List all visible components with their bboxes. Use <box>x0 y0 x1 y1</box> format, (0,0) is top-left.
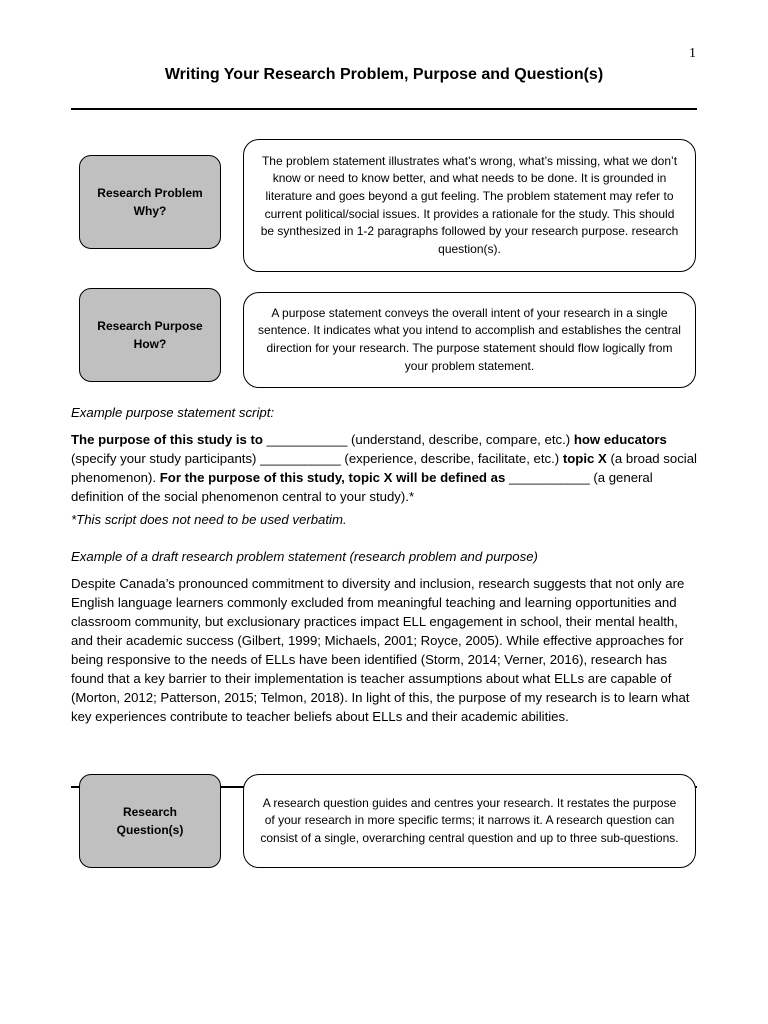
research-question-description-box <box>243 774 696 868</box>
script-part-5: topic X <box>562 451 607 466</box>
research-purpose-how: How? <box>133 337 167 351</box>
research-problem-label: Research Problem <box>97 186 203 200</box>
research-purpose-label-box <box>79 288 221 382</box>
script-part-8: ___________ (a general definition of the social phenomenon central to your study).* <box>71 470 653 504</box>
research-purpose-description-box <box>243 292 696 388</box>
research-question-label: Research <box>122 805 178 819</box>
document-title: Writing Your Research Problem, Purpose and Question(s) <box>164 66 604 83</box>
research-purpose-label: Research Purpose <box>97 319 203 333</box>
script-part-4: (specify your study participants) ___________ (experience, describe, facilitate, etc.) <box>71 451 563 466</box>
page-number: 1 <box>689 46 696 61</box>
script-part-3: how educators <box>573 432 667 447</box>
research-question-description: A research question guides and centres your research. It restates the purpose of your research in more specific terms; it narrows it. A research question can consist of a single, overarching central question and up to three sub-questions. <box>260 795 679 845</box>
research-problem-why: Why? <box>133 204 167 218</box>
research-purpose-description: A purpose statement conveys the overall intent of your research in a single sentence. It indicates what you intend to accomplish and establishes the central direction for your research. The purpose statement should flow logically from your problem statement. <box>258 305 681 373</box>
research-problem-label-box <box>79 155 221 249</box>
script-part-2: ___________ (understand, describe, compare, etc.) <box>262 432 574 447</box>
research-problem-description-box <box>243 139 696 272</box>
research-problem-description: The problem statement illustrates what’s wrong, what’s missing, what we don’t know or need to know better, and what needs to be done. It is grounded in literature and goes beyond a gut feeling. The problem statement may refer to current political/social issues. It provides a rationale for the study. This should be synthesized in 1-2 paragraphs followed by your research purpose. research question(s). <box>260 153 679 256</box>
purpose-script <box>71 430 699 506</box>
script-part-7: For the purpose of this study, topic X will be defined as <box>159 470 506 485</box>
script-note: *This script does not need to be used verbatim. <box>71 512 347 527</box>
title-divider <box>71 108 697 110</box>
script-heading: Example purpose statement script: <box>71 405 275 420</box>
script-part-1: The purpose of this study is to <box>71 432 263 447</box>
research-question-label-box <box>79 774 221 868</box>
script-part-6: (a broad social phenomenon). <box>71 451 697 485</box>
research-question-label-2: Question(s) <box>116 823 184 837</box>
example-paragraph: Despite Canada’s pronounced commitment to diversity and inclusion, research suggests that not only are English language learners commonly excluded from meaningful teaching and learning opportunities and classroom community, but exclusionary practices impact ELL engagement in school, their mental health, and their academic success (Gilbert, 1999; Michaels, 2001; Royce, 2005). While effective approaches for being responsive to the needs of ELLs have been identified (Storm, 2014; Verner, 2016), research has found that a key barrier to their implementation is teacher assumptions about what ELLs are capable of (Morton, 2012; Patterson, 2015; Telmon, 2018). In light of this, the purpose of my research is to learn what key experiences contribute to teacher beliefs about ELLs and their academic abilities. <box>71 576 690 724</box>
example-heading: Example of a draft research problem statement (research problem and purpose) <box>71 549 538 564</box>
